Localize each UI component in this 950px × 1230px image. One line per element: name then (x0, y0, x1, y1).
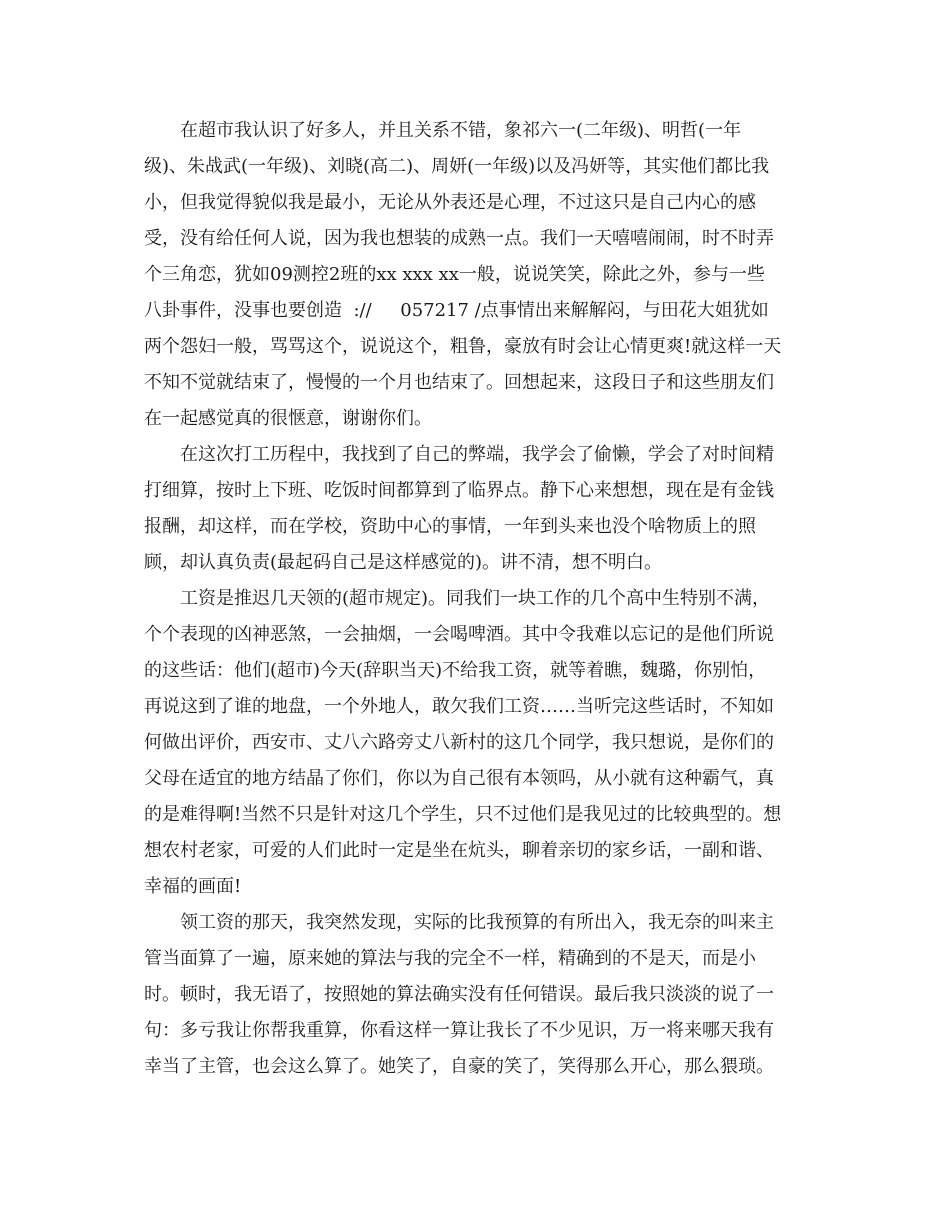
text-line: 在这次打工历程中，我找到了自己的弊端，我学会了偷懒，学会了对时间精 (180, 444, 774, 465)
text-line: 在一起感觉真的很惬意，谢谢你们。 (144, 408, 432, 429)
text-line: 受，没有给任何人说，因为我也想装的成熟一点。我们一天嘻嘻闹闹，时不时弄 (144, 228, 774, 249)
text-line: 小，但我觉得貌似我是最小，无论从外表还是心理，不过这只是自己内心的感 (144, 192, 756, 213)
text-line: 幸福的画面! (144, 876, 242, 897)
text-line: 何做出评价，西安市、丈八六路旁丈八新村的这几个同学，我只想说，是你们的 (144, 732, 774, 753)
paragraph-delayed-wages (144, 581, 808, 905)
text-line: 不知不觉就结束了，慢慢的一个月也结束了。回想起来，这段日子和这些朋友们 (144, 372, 774, 393)
paragraph-work-reflection (144, 437, 808, 581)
text-line: 想农村老家，可爱的人们此时一定是坐在炕头，聊着亲切的家乡话，一副和谐、 (144, 840, 774, 861)
text-line: 八卦事件，没事也要创造 :// 057217 /点事情出来解解闷，与田花大姐犹如 (144, 300, 769, 321)
text-line: 两个怨妇一般，骂骂这个，说说这个，粗鲁，豪放有时会让心情更爽!就这样一天 (144, 336, 782, 357)
text-line: 工资是推迟几天领的(超市规定)。同我们一块工作的几个高中生特别不满， (180, 588, 771, 609)
text-line: 父母在适宜的地方结晶了你们，你以为自己很有本领吗，从小就有这种霸气，真 (144, 768, 774, 789)
text-line: 个个表现的凶神恶煞，一会抽烟，一会喝啤酒。其中令我难以忘记的是他们所说 (144, 624, 774, 645)
text-line: 级)、朱战武(一年级)、刘晓(高二)、周妍(一年级)以及冯妍等，其实他们都比我 (144, 156, 770, 177)
text-line: 顾，却认真负责(最起码自己是这样感觉的)。讲不清，想不明白。 (144, 552, 663, 573)
text-line: 再说这到了谁的地盘，一个外地人，敢欠我们工资……当听完这些话时，不知如 (144, 696, 774, 717)
text-line: 打细算，按时上下班、吃饭时间都算到了临界点。静下心来想想，现在是有金钱 (144, 480, 774, 501)
paragraph-supermarket-friends (144, 113, 808, 437)
text-line: 时。顿时，我无语了，按照她的算法确实没有任何错误。最后我只淡淡的说了一 (144, 984, 774, 1005)
paragraph-payday (144, 905, 808, 1085)
text-line: 管当面算了一遍，原来她的算法与我的完全不一样，精确到的不是天，而是小 (144, 948, 756, 969)
text-line: 报酬，却这样，而在学校，资助中心的事情，一年到头来也没个啥物质上的照 (144, 516, 756, 537)
text-line: 句：多亏我让你帮我重算，你看这样一算让我长了不少见识，万一将来哪天我有 (144, 1020, 774, 1041)
text-line: 的是难得啊!当然不只是针对这几个学生，只不过他们是我见过的比较典型的。想 (144, 804, 782, 825)
text-line: 领工资的那天，我突然发现，实际的比我预算的有所出入，我无奈的叫来主 (180, 912, 774, 933)
text-line: 幸当了主管，也会这么算了。她笑了，自豪的笑了，笑得那么开心，那么猥琐。 (144, 1056, 774, 1077)
text-line: 在超市我认识了好多人，并且关系不错，象祁六一(二年级)、明哲(一年 (180, 120, 742, 141)
text-line: 个三角恋，犹如09测控2班的xx xxx xx一般，说说笑笑，除此之外，参与一些 (144, 264, 765, 285)
text-line: 的这些话：他们(超市)今天(辞职当天)不给我工资，就等着瞧，魏璐，你别怕， (144, 660, 767, 681)
document-body (144, 113, 808, 1085)
